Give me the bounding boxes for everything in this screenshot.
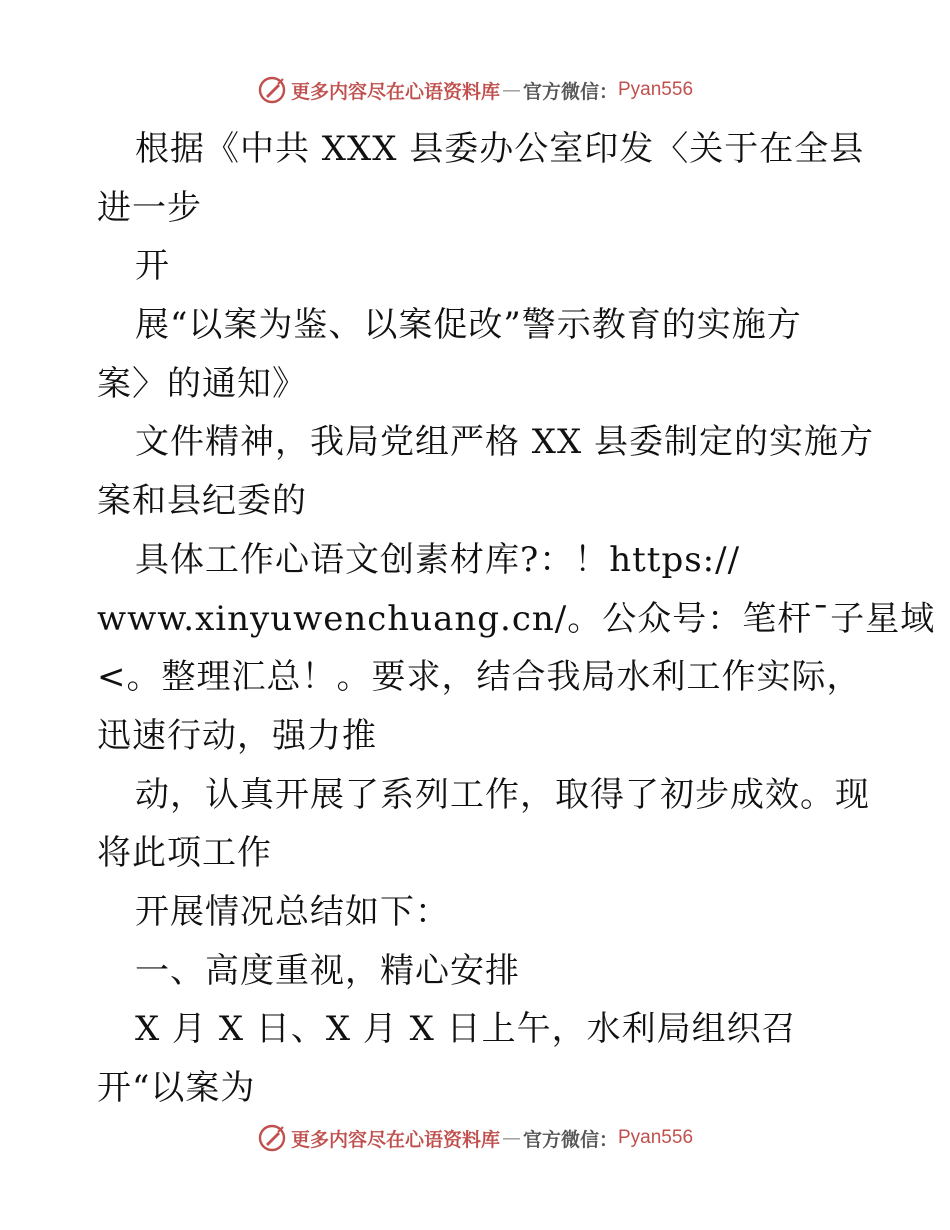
text-line: 展“以案为鉴、以案促改”警示教育的实施方 (135, 305, 802, 346)
footer-watermark (0, 1118, 950, 1158)
watermark-dash: — (501, 79, 521, 101)
text-line: 进一步 (97, 187, 202, 228)
text-line: 案〉的通知》 (97, 363, 307, 404)
text-line: <。整理汇总！。要求，结合我局水利工作实际， (97, 657, 862, 698)
section-heading: 一、高度重视，精心安排 (135, 950, 520, 991)
watermark-wechat-id: Pyan556 (618, 1127, 694, 1148)
text-line: 将此项工作 (97, 833, 272, 874)
header-watermark (0, 70, 950, 110)
watermark-wechat-id: Pyan556 (618, 79, 694, 100)
text-line: 开“以案为 (97, 1068, 256, 1108)
watermark-official-label: 官方微信： (522, 1128, 618, 1151)
text-line: 具体工作心语文创素材库?：！https:// (135, 539, 741, 580)
text-line: www.xinyuwenchuang.cn/。公众号：笔杆¯子星域 (97, 598, 936, 639)
watermark-dash: — (501, 1127, 521, 1149)
text-line: X 月 X 日、X 月 X 日上午，水利局组织召 (135, 1009, 797, 1050)
watermark-text: 更多内容尽在心语资料库 (290, 80, 500, 103)
document-body (97, 120, 936, 1118)
text-line: 开 (135, 246, 170, 287)
quill-logo-icon (257, 75, 287, 105)
text-line: 案和县纪委的 (97, 481, 307, 522)
text-line: 根据《中共 XXX 县委办公室印发〈关于在全县 (135, 129, 865, 169)
watermark-text: 更多内容尽在心语资料库 (290, 1128, 500, 1151)
text-line: 迅速行动，强力推 (97, 715, 377, 756)
watermark-official-label: 官方微信： (522, 80, 618, 103)
text-line: 文件精神，我局党组严格 XX 县委制定的实施方 (135, 422, 875, 463)
text-line: 开展情况总结如下： (135, 891, 450, 932)
quill-logo-icon (257, 1123, 287, 1153)
text-line: 动，认真开展了系列工作，取得了初步成效。现 (135, 774, 870, 815)
